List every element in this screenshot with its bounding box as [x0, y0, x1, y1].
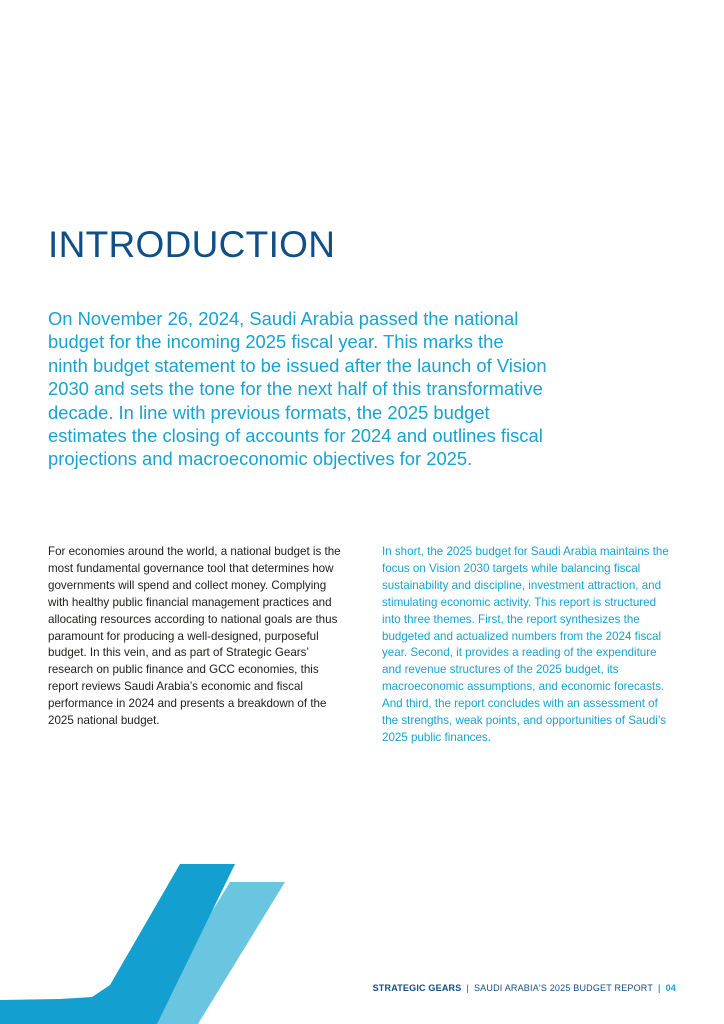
intro-lead-paragraph: On November 26, 2024, Saudi Arabia passed the national budget for the incoming 2025 fiscal year. This marks the ninth budget statement to be issued after the launch of Vision 2030 and sets the tone for the next half of this transformative decade. In line with previous formats, the 2025 budget estimates the closing of accounts for 2024 and outlines fiscal projections and macroeconomic objectives for 2025.	[48, 308, 547, 470]
footer-report-title: SAUDI ARABIA'S 2025 BUDGET REPORT	[473, 983, 654, 993]
footer-brand: STRATEGIC GEARS	[372, 983, 462, 993]
page-footer	[373, 983, 676, 993]
footer-separator: |	[658, 983, 661, 993]
body-column-left: For economies around the world, a national budget is the most fundamental governance tool that determines how governments will spend and collect money. Complying with healthy public financial management practices and allocating resources according to national goals are thus paramount for producing a well-designed, purposeful budget. In this vein, and as part of Strategic Gears’ research on public finance and GCC economies, this report reviews Saudi Arabia’s economic and fiscal performance in 2024 and presents a breakdown of the 2025 national budget.	[48, 545, 341, 728]
decorative-stripes-graphic	[0, 860, 300, 1024]
page-number: 04	[665, 983, 676, 993]
page-title: INTRODUCTION	[48, 224, 336, 265]
body-column-right: In short, the 2025 budget for Saudi Arabia maintains the focus on Vision 2030 targets while balancing fiscal sustainability and discipline, investment attraction, and stimulating economic activity. This report is structured into three themes. First, the report synthesizes the budgeted and actualized numbers from the 2024 fiscal year. Second, it provides a reading of the expenditure and revenue structures of the 2025 budget, its macroeconomic assumptions, and economic forecasts. And third, the report concludes with an assessment of the strengths, weak points, and opportunities of Saudi’s 2025 public finances.	[382, 545, 669, 744]
footer-separator: |	[466, 983, 469, 993]
